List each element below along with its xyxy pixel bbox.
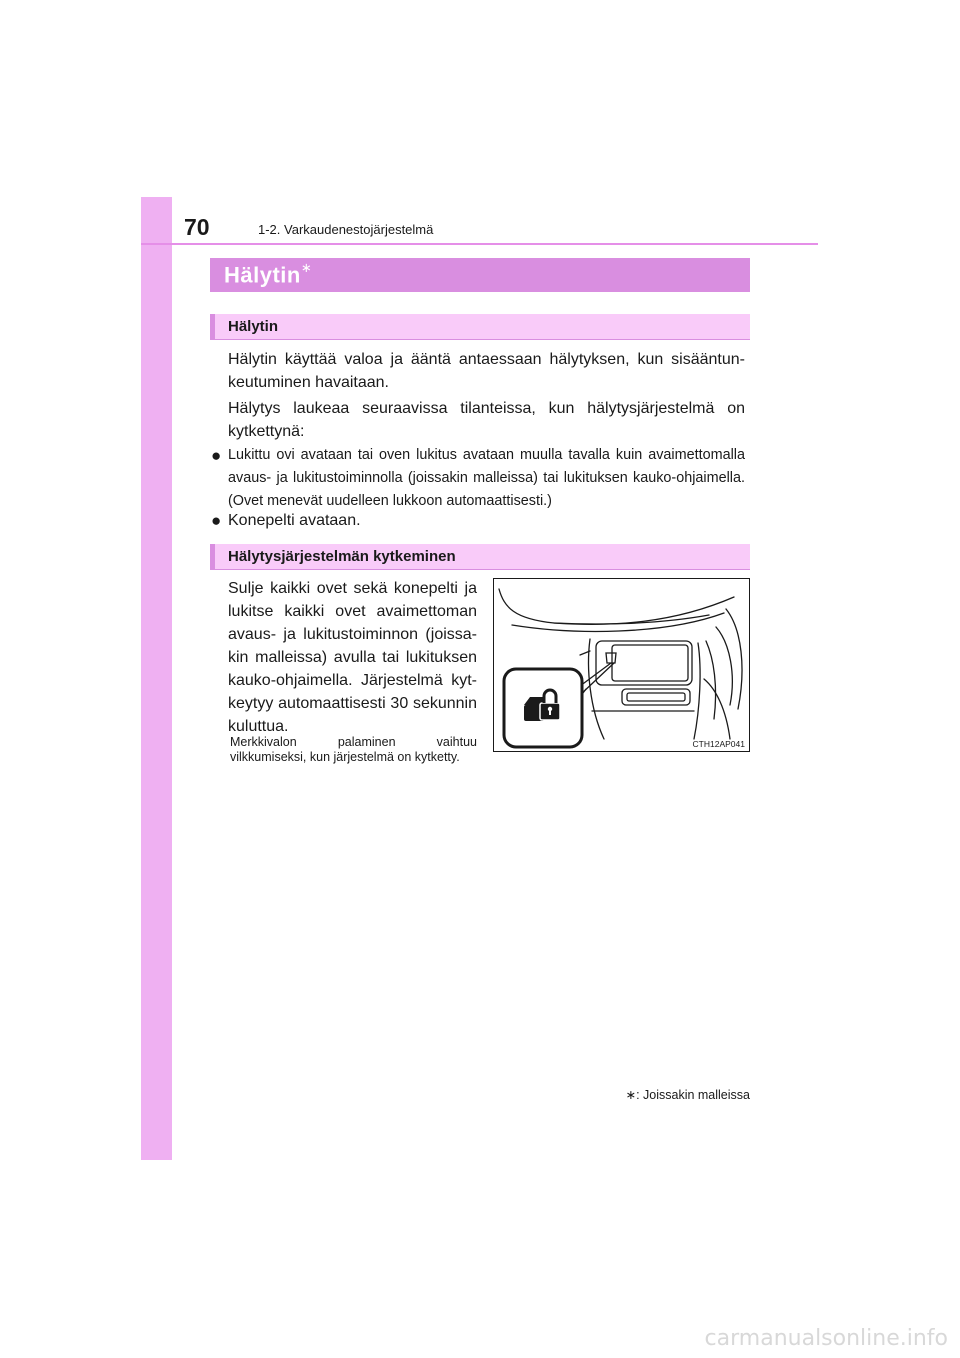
page-number: 70 <box>184 214 210 240</box>
section-heading-arming-label: Hälytysjärjestelmän kytkeminen <box>228 548 456 565</box>
title-footnote-marker: ∗ <box>300 260 313 275</box>
bullet-icon: ● <box>211 446 222 465</box>
footnote <box>626 1087 750 1102</box>
alarm-description: Hälytin käyttää valoa ja ääntä antaessaan hälytyksen, kun sisääntunkeutuminen havaitaan. <box>228 351 745 391</box>
footnote-marker: ∗ <box>625 1088 637 1102</box>
section-heading-arming <box>210 544 750 570</box>
arming-instructions: Sulje kaikki ovet sekä konepelti ja lukitse kaikki ovet avaimettoman avaus- ja lukitustoiminnon (joissakin malleissa) avulla tai lukituksen kauko-ohjaimella. Järjestelmä kytkeytyy automaattisesti 30 sekunnin kuluttua. <box>228 580 477 735</box>
header-divider <box>141 243 818 245</box>
page-title-text: Hälytin <box>224 262 301 288</box>
page-title <box>224 262 312 288</box>
bullet-icon: ● <box>211 511 222 530</box>
section-path: 1-2. Varkaudenestojärjestelmä <box>258 222 434 237</box>
section-heading-alarm-label: Hälytin <box>228 318 279 335</box>
list-item-text: Konepelti avataan. <box>228 512 361 529</box>
alarm-trigger-intro: Hälytys laukeaa seuraavissa tilanteissa, kun hälytysjärjestelmä on kytkettynä: <box>228 400 745 440</box>
page-title-bar <box>210 258 750 292</box>
section-heading-alarm <box>210 314 750 340</box>
list-item-text: Lukittu ovi avataan tai oven lukitus avataan muulla tavalla kuin avaimettomalla avaus- ja lukitustoiminnolla (joissakin malleissa) tai lukituksen kauko-ohjaimella. (Ovet menevät uudelleen lukkoon automaattisesti.) <box>228 447 745 509</box>
chapter-sidebar-tab <box>141 197 172 1160</box>
footnote-text: : Joissakin malleissa <box>636 1088 750 1102</box>
watermark: carmanualsonline.info <box>704 1326 948 1351</box>
dashboard-line-art <box>494 579 749 751</box>
arming-note: Merkkivalon palaminen vaihtuu vilkkumiseksi, kun järjestelmä on kytketty. <box>230 735 477 764</box>
dashboard-illustration <box>493 578 750 752</box>
figure-code: CTH12AP041 <box>692 739 745 749</box>
